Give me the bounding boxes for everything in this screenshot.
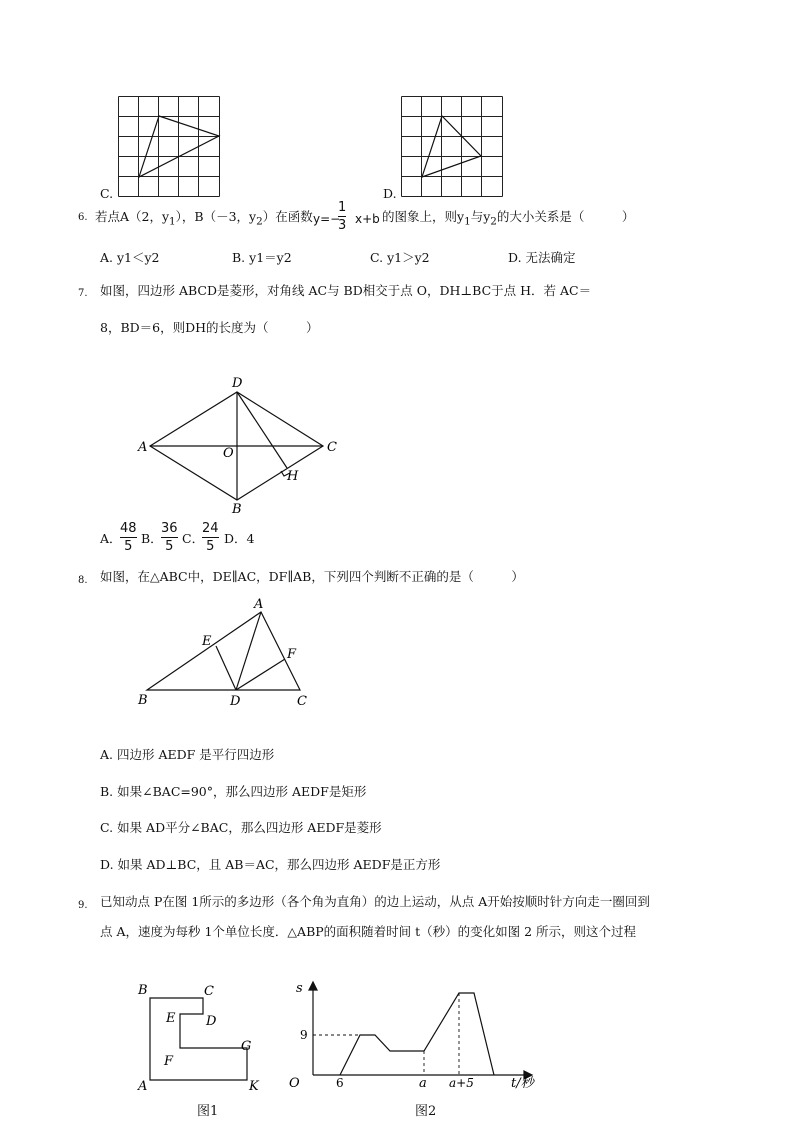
q6-number: 6. [78, 212, 88, 223]
q6-tail-sub1: 1 [464, 215, 471, 228]
q5-option-d-figure [401, 96, 505, 198]
q6-mid2: ）在函数 [262, 209, 313, 224]
q8-triangle-figure [135, 595, 315, 713]
q6-func-rhs: x+b [355, 212, 380, 226]
label-t: t/秒 [511, 1076, 534, 1091]
segment-ad [236, 612, 261, 690]
q9-figure1-caption: 图1 [197, 1104, 219, 1119]
label-c: C [297, 694, 307, 709]
q7-option-c-fraction: 24 5 [202, 521, 219, 554]
q8-option-d: D. 如果 AD⊥BC，且 AB＝AC，那么四边形 AEDF是正方形 [100, 857, 441, 872]
q7-option-b-fraction: 36 5 [161, 521, 178, 554]
q7-number: 7. [78, 288, 88, 299]
q7-option-c-label: C． [182, 531, 205, 546]
q7-rhombus-figure [130, 370, 350, 515]
q7-option-a-fraction: 48 5 [120, 521, 137, 554]
q8-option-c: C. 如果 AD平分∠BAC，那么四边形 AEDF是菱形 [100, 820, 382, 835]
q6-option-b: B. y1＝y2 [232, 250, 292, 265]
q8-stem: 如图，在△ABC中，DE∥AC，DF∥AB，下列四个判断不正确的是（ ） [100, 569, 524, 584]
q5-d-triangle [422, 116, 481, 177]
triangle-abc [147, 612, 300, 690]
label-e: E [166, 1011, 176, 1026]
label-o: O [223, 446, 234, 461]
q8-option-a: A. 四边形 AEDF 是平行四边形 [100, 747, 275, 762]
area-graph-line [340, 993, 494, 1075]
label-f: F [287, 647, 297, 662]
s-axis-arrow [309, 982, 317, 990]
q6-option-d: D. 无法确定 [508, 250, 576, 265]
q9-line2: 点 A，速度为每秒 1个单位长度．△ABP的面积随着时间 t（秒）的变化如图 2 所示，则这个过程 [100, 924, 637, 939]
label-6: 6 [336, 1076, 344, 1090]
segment-de [216, 646, 236, 690]
label-o: O [289, 1076, 300, 1091]
q9-line1: 已知动点 P在图 1所示的多边形（各个角为直角）的边上运动，从点 A开始按顺时针方向走一圈回到 [100, 894, 650, 909]
q6-frac-den: 3 [338, 218, 347, 233]
label-d: D [206, 1014, 217, 1029]
q6-question [78, 208, 88, 228]
q6-tail2: 与y [470, 209, 491, 224]
label-c: C [204, 984, 214, 999]
label-s: s [296, 981, 303, 996]
label-a: a [419, 1076, 427, 1091]
label-g: G [241, 1039, 252, 1054]
label-b: B [138, 983, 148, 998]
q7-line2: 8，BD＝6，则DH的长度为（ ） [100, 320, 319, 335]
label-h: H [287, 469, 299, 484]
label-a-plus-5: a+5 [449, 1076, 474, 1090]
q6-option-a: A. y1＜y2 [100, 250, 160, 265]
q6-sub1: 1 [169, 215, 176, 228]
q7-option-a-label: A． [100, 531, 122, 546]
q6-mid1: ），B（－3，y [175, 209, 257, 224]
q6-sub2: 2 [256, 215, 263, 228]
q5-option-c-figure [118, 96, 222, 198]
q6-func-lhs: y=− [313, 212, 341, 226]
q6-tail [382, 207, 634, 228]
label-b: B [138, 693, 148, 708]
q6-frac-num: 1 [338, 200, 347, 215]
q7-line1: 如图，四边形 ABCD是菱形，对角线 AC与 BD相交于点 O，DH⊥BC于点 H．若 AC＝ [100, 283, 592, 298]
label-e: E [202, 634, 212, 649]
q9-figure2-caption: 图2 [415, 1104, 437, 1119]
label-k: K [249, 1079, 259, 1094]
q7-option-b-label: B． [141, 531, 163, 546]
q7-option-d: D．4 [224, 531, 255, 546]
q9-number: 9. [78, 900, 88, 911]
q9-figure1 [130, 975, 270, 1097]
label-a: A [138, 1079, 148, 1094]
segment-dh [237, 392, 287, 468]
q5-option-d-label: D. [383, 186, 397, 201]
q6-fraction [338, 201, 346, 232]
q8-number: 8. [78, 575, 88, 586]
label-d: D [230, 694, 241, 709]
label-c: C [327, 440, 337, 455]
q6-tail1: 的图象上，则y [382, 209, 465, 224]
q5-option-c-label: C. [100, 186, 114, 201]
label-a: A [138, 440, 148, 455]
q8-option-b: B. 如果∠BAC=90°，那么四边形 AEDF是矩形 [100, 784, 367, 799]
q6-tail3: 的大小关系是（ ） [496, 209, 635, 224]
segment-df [236, 659, 285, 690]
q9-figure2 [282, 975, 554, 1097]
label-f: F [164, 1054, 174, 1069]
q6-stem [95, 207, 313, 228]
label-9: 9 [300, 1028, 308, 1042]
label-a: A [254, 597, 264, 612]
label-d: D [232, 376, 243, 391]
q6-lead: 若点A（2，y [95, 209, 170, 224]
q6-tail-sub2: 2 [490, 215, 497, 228]
label-b: B [232, 502, 242, 515]
q6-option-c: C. y1＞y2 [370, 250, 430, 265]
